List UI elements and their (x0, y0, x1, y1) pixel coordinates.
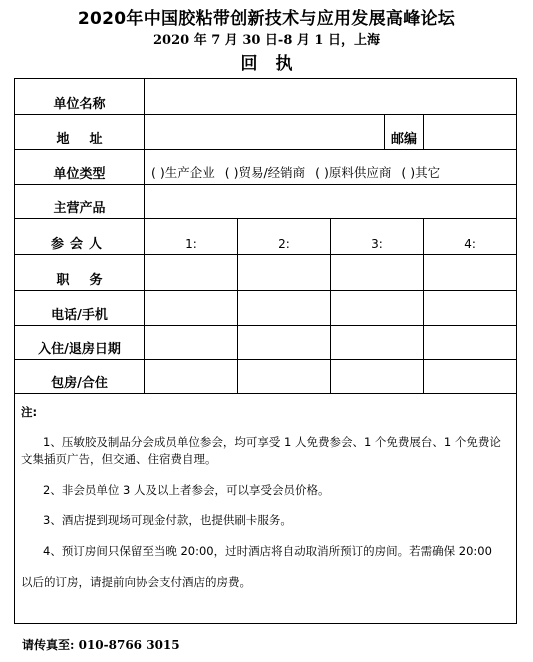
room-field-4[interactable] (424, 360, 517, 394)
option-supplier[interactable]: ( )原料供应商 (315, 165, 392, 180)
document-title: 2020年中国胶粘带创新技术与应用发展高峰论坛 (77, 9, 456, 29)
position-field-1[interactable] (145, 255, 238, 291)
address-label: 地址 (15, 115, 145, 150)
attendee-2[interactable]: 2: (238, 219, 331, 255)
phone-label: 电话/手机 (15, 291, 145, 326)
room-label: 包房/合住 (15, 360, 145, 394)
room-field-1[interactable] (145, 360, 238, 394)
postcode-field[interactable] (424, 115, 517, 150)
position-field-3[interactable] (331, 255, 424, 291)
checkin-field-4[interactable] (424, 326, 517, 360)
unit-type-options (145, 150, 517, 185)
fax-number: 请传真至: 010-8766 3015 (22, 638, 180, 652)
note-item-3: 3、酒店提到现场可现金付款，也提供刷卡服务。 (43, 513, 292, 527)
checkin-field-2[interactable] (238, 326, 331, 360)
receipt-heading: 回执 (240, 54, 311, 74)
option-other[interactable]: ( )其它 (401, 165, 441, 180)
unit-name-field[interactable] (145, 79, 517, 115)
main-products-label: 主营产品 (15, 185, 145, 219)
attendee-1[interactable]: 1: (145, 219, 238, 255)
option-producer[interactable]: ( )生产企业 (151, 165, 215, 180)
notes-title: 注: (21, 405, 38, 419)
note-item-1: 1、压敏胶及制品分会成员单位参会，均可享受 1 人免费参会、1 个免费展台、1 个免费论文集插页广告，但交通、住宿费自理。 (21, 435, 501, 466)
address-field[interactable] (145, 115, 385, 150)
attendee-3[interactable]: 3: (331, 219, 424, 255)
main-products-field[interactable] (145, 185, 517, 219)
notes-section (15, 394, 517, 624)
attendee-4[interactable]: 4: (424, 219, 517, 255)
room-field-2[interactable] (238, 360, 331, 394)
registration-form (14, 78, 517, 624)
position-field-4[interactable] (424, 255, 517, 291)
phone-field-4[interactable] (424, 291, 517, 326)
option-trader[interactable]: ( )贸易/经销商 (224, 165, 306, 180)
note-item-2: 2、非会员单位 3 人及以上者参会，可以享受会员价格。 (43, 483, 330, 497)
checkin-field-1[interactable] (145, 326, 238, 360)
postcode-label: 邮编 (385, 115, 424, 150)
attendee-label: 参会人 (15, 219, 145, 255)
document-subtitle: 2020 年 7 月 30 日-8 月 1 日，上海 (152, 33, 380, 48)
unit-name-label: 单位名称 (15, 79, 145, 115)
phone-field-3[interactable] (331, 291, 424, 326)
position-label: 职务 (15, 255, 145, 291)
phone-field-1[interactable] (145, 291, 238, 326)
checkin-label: 入住/退房日期 (15, 326, 145, 360)
note-item-4-cont: 以后的订房，请提前向协会支付酒店的房费。 (21, 575, 251, 589)
position-field-2[interactable] (238, 255, 331, 291)
unit-type-label: 单位类型 (15, 150, 145, 185)
room-field-3[interactable] (331, 360, 424, 394)
note-item-4: 4、预订房间只保留至当晚 20:00，过时酒店将自动取消所预订的房间。若需确保 20:00 (43, 544, 492, 558)
checkin-field-3[interactable] (331, 326, 424, 360)
phone-field-2[interactable] (238, 291, 331, 326)
